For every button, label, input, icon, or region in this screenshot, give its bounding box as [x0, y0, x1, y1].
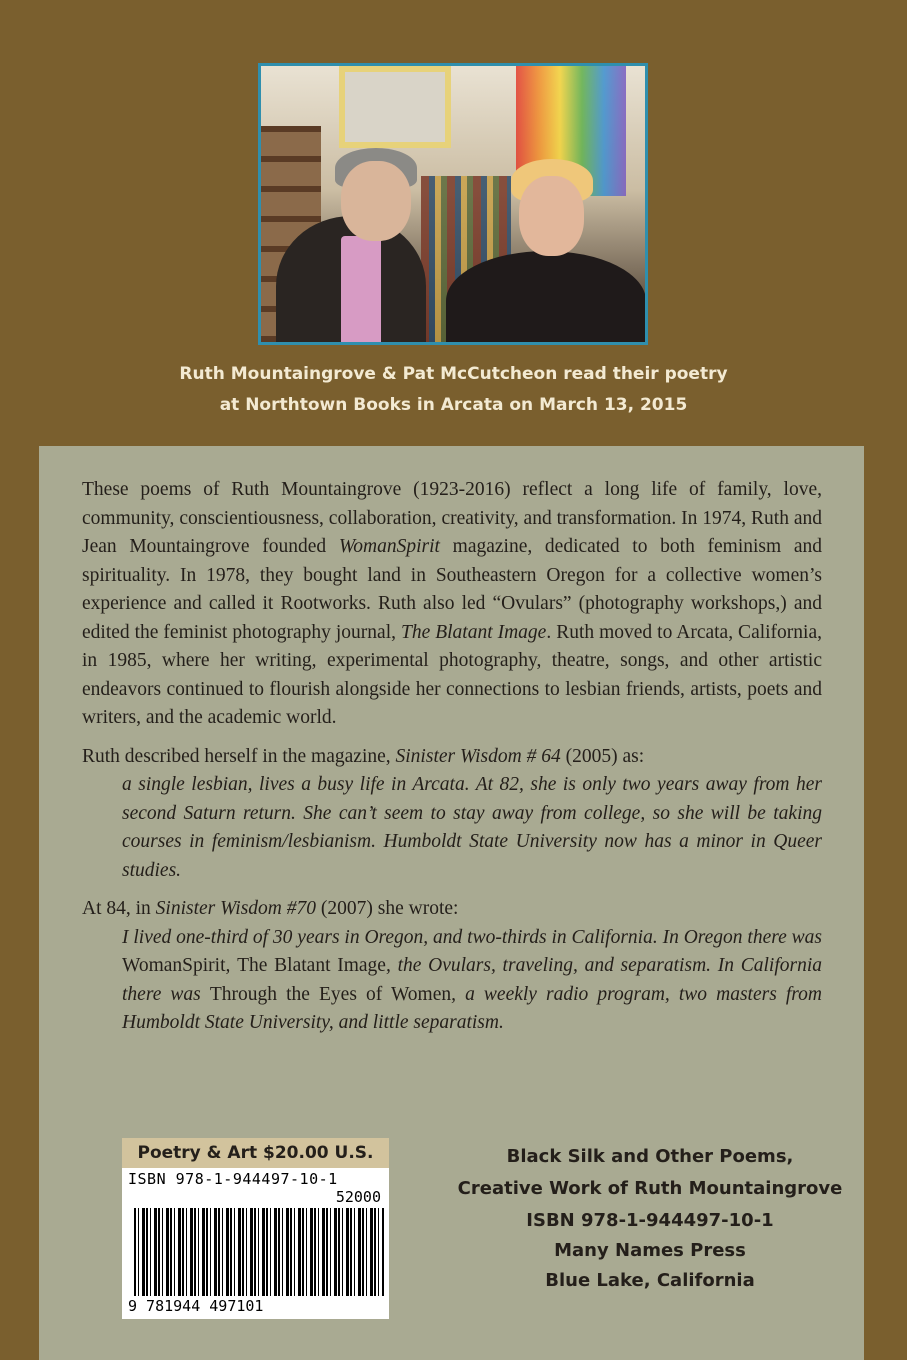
- colophon-title1: Black Silk and Other Poems,: [506, 1146, 794, 1167]
- description: [82, 476, 822, 1048]
- barcode-number: 9 781944 497101: [128, 1297, 264, 1315]
- cover-photo: [258, 63, 648, 345]
- quote-sinister-70: I lived one-third of 30 years in Oregon, and two-thirds in California. In Oregon there was WomanSpirit, The Blatant Image, the Ovulars, traveling, and separatism. In California there was Through the Eyes of Women, a weekly radio program, two masters from Humboldt State University, and little separatism.: [122, 926, 822, 1033]
- person-right-body: [446, 251, 646, 345]
- person-right-head: [519, 176, 584, 256]
- photo-caption-line1: Ruth Mountaingrove & Pat McCutcheon read their poetry: [179, 364, 728, 384]
- barcode-addon: 52000: [335, 1188, 381, 1206]
- colophon-title2: Creative Work of Ruth Mountaingrove: [457, 1178, 843, 1199]
- colophon-publisher: Many Names Press: [554, 1240, 746, 1261]
- person-left-head: [341, 161, 411, 241]
- paragraph-at-84: At 84, in Sinister Wisdom #70 (2007) she wrote:: [82, 898, 459, 919]
- person-left-shirt: [341, 236, 381, 345]
- paragraph-intro: These poems of Ruth Mountaingrove (1923-2016) reflect a long life of family, love, community, conscientiousness, collaboration, creativity, and transformation. In 1974, Ruth and Jean Mountaingrove founded WomanSpirit magazine, dedicated to both feminism and spirituality. In 1978, they bought land in Southeastern Oregon for a collective women’s experience and called it Rootworks. Ruth also led “Ovulars” (photography workshops,) and edited the feminist photography journal, The Blatant Image. Ruth moved to Arcata, California, in 1985, where her writing, experimental photography, theatre, songs, and other artistic endeavors continued to flourish alongside her connections to lesbian friends, artists, poets and writers, and the academic world.: [82, 479, 822, 728]
- colophon-isbn: ISBN 978-1-944497-10-1: [526, 1210, 774, 1231]
- colophon-location: Blue Lake, California: [545, 1270, 755, 1291]
- photo-caption-line2: at Northtown Books in Arcata on March 13, 2015: [219, 395, 688, 415]
- barcode-bars: [134, 1208, 384, 1296]
- wall-frame: [339, 66, 451, 148]
- quote-sinister-64: a single lesbian, lives a busy life in Arcata. At 82, she is only two years away from her second Saturn return. She can’t seem to stay away from college, so she will be taking courses in feminism/lesbianism. Humboldt State University now has a minor in Queer studies.: [122, 774, 822, 881]
- paragraph-described: Ruth described herself in the magazine, Sinister Wisdom # 64 (2005) as:: [82, 745, 645, 767]
- barcode-box: [122, 1138, 389, 1319]
- barcode-isbn: ISBN 978-1-944497-10-1: [128, 1170, 338, 1188]
- price-label: Poetry & Art $20.00 U.S.: [122, 1138, 389, 1168]
